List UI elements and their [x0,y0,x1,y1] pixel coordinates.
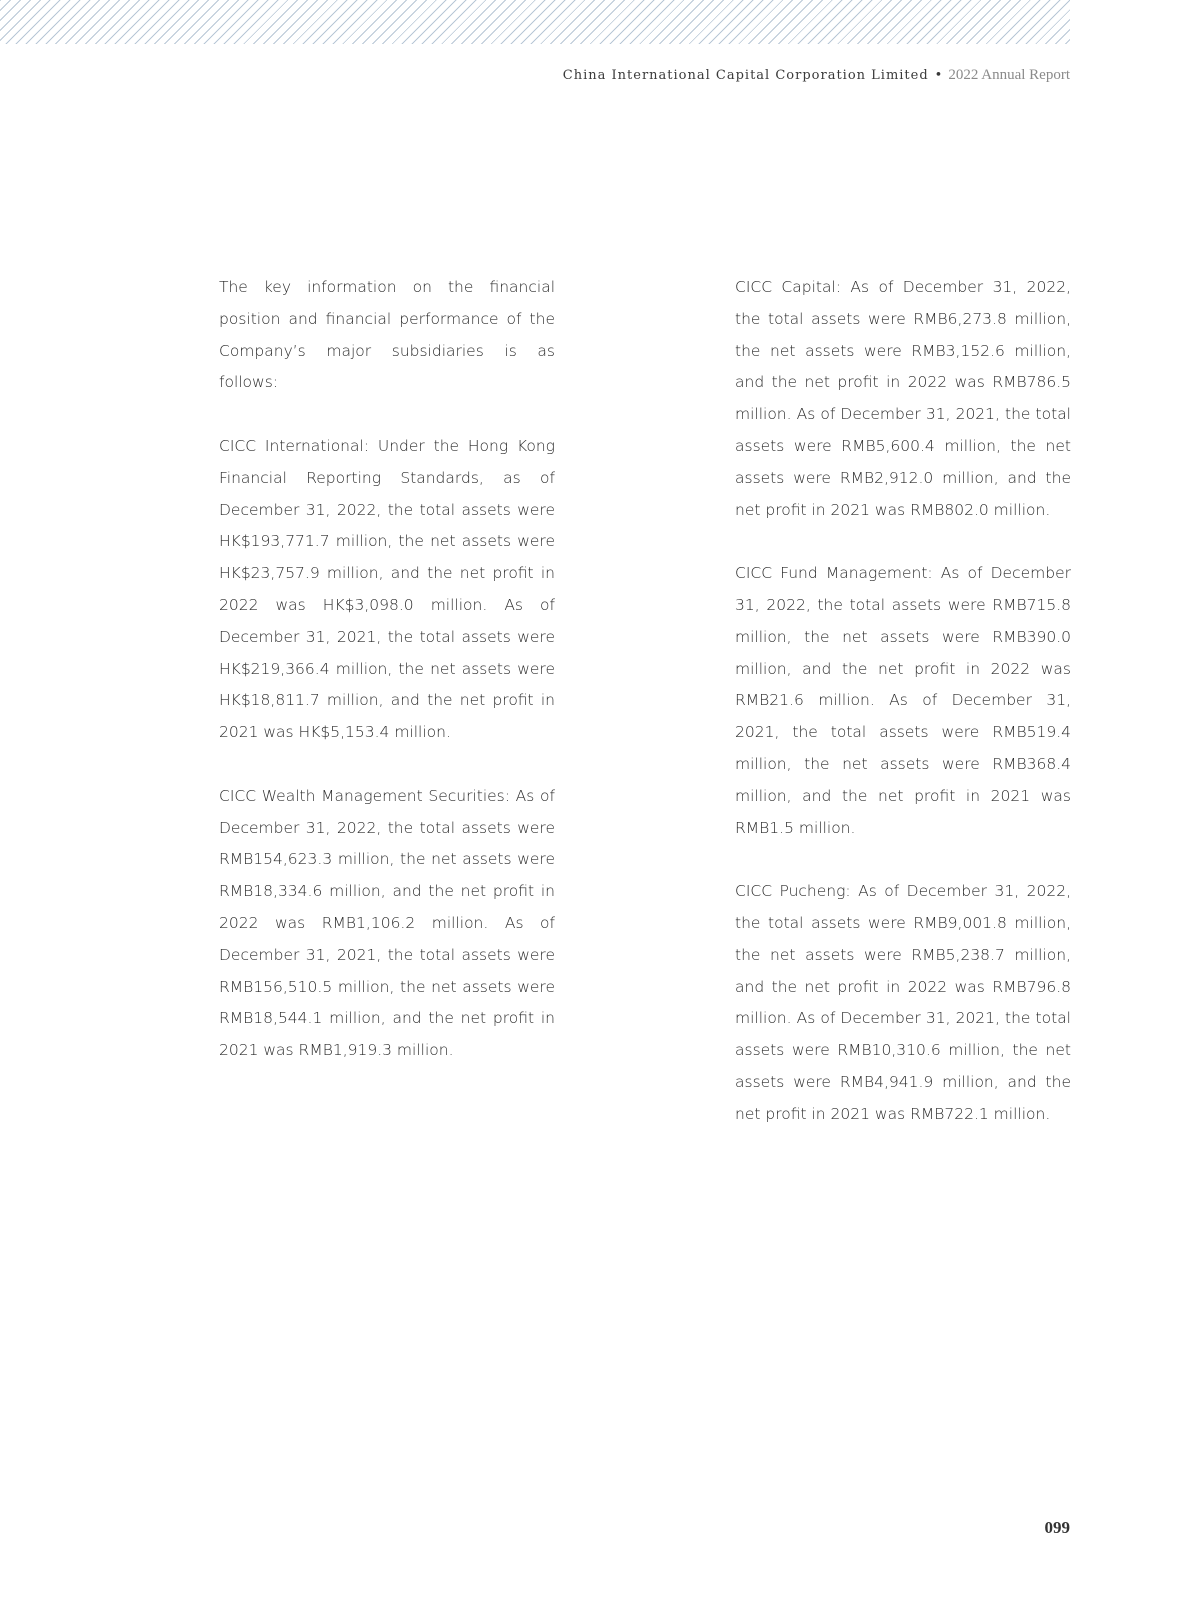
page-number: 099 [1044,1518,1070,1537]
left-text-column [219,272,555,1099]
paragraph-cicc-pucheng: CICC Pucheng: As of December 31, 2022, the total assets were RMB9,001.8 million, the net assets were RMB5,238.7 million, and the net profit in 2022 was RMB796.8 million. As of December 31, 2021, the total assets were RMB10,310.6 million, the net assets were RMB4,941.9 million, and the net profit in 2021 was RMB722.1 million. [735,882,1071,1123]
header-company-name: China International Capital Corporation Limited [562,68,929,83]
right-text-column [735,272,1071,1162]
decorative-hatch-band [0,0,1070,44]
paragraph-cicc-wealth-management: CICC Wealth Management Securities: As of December 31, 2022, the total assets were RMB154,623.3 million, the net assets were RMB18,334.6 million, and the net profit in 2022 was RMB1,106.2 million. As of December 31, 2021, the total assets were RMB156,510.5 million, the net assets were RMB18,544.1 million, and the net profit in 2021 was RMB1,919.3 million. [219,786,555,1060]
paragraph-cicc-fund-management: CICC Fund Management: As of December 31, 2022, the total assets were RMB715.8 million, the net assets were RMB390.0 million, and the net profit in 2022 was RMB21.6 million. As of December 31, 2021, the total assets were RMB519.4 million, the net assets were RMB368.4 million, and the net profit in 2021 was RMB1.5 million. [735,564,1071,837]
paragraph-cicc-international: CICC International: Under the Hong Kong Financial Reporting Standards, as of December 31, 2022, the total assets were HK$193,771.7 million, the net assets were HK$23,757.9 million, and the net profit in 2022 was HK$3,098.0 million. As of December 31, 2021, the total assets were HK$219,366.4 million, the net assets were HK$18,811.7 million, and the net profit in 2021 was HK$5,153.4 million. [219,436,555,742]
paragraph-cicc-capital: CICC Capital: As of December 31, 2022, the total assets were RMB6,273.8 million, the net assets were RMB3,152.6 million, and the net profit in 2022 was RMB786.5 million. As of December 31, 2021, the total assets were RMB5,600.4 million, the net assets were RMB2,912.0 million, and the net profit in 2021 was RMB802.0 million. [735,278,1071,519]
header-bullet: • [934,68,943,83]
header-report-title: 2022 Annual Report [948,67,1070,83]
running-header [563,64,1070,84]
paragraph-intro: The key information on the financial position and financial performance of the Company’s major subsidiaries is as follows: [219,278,555,392]
